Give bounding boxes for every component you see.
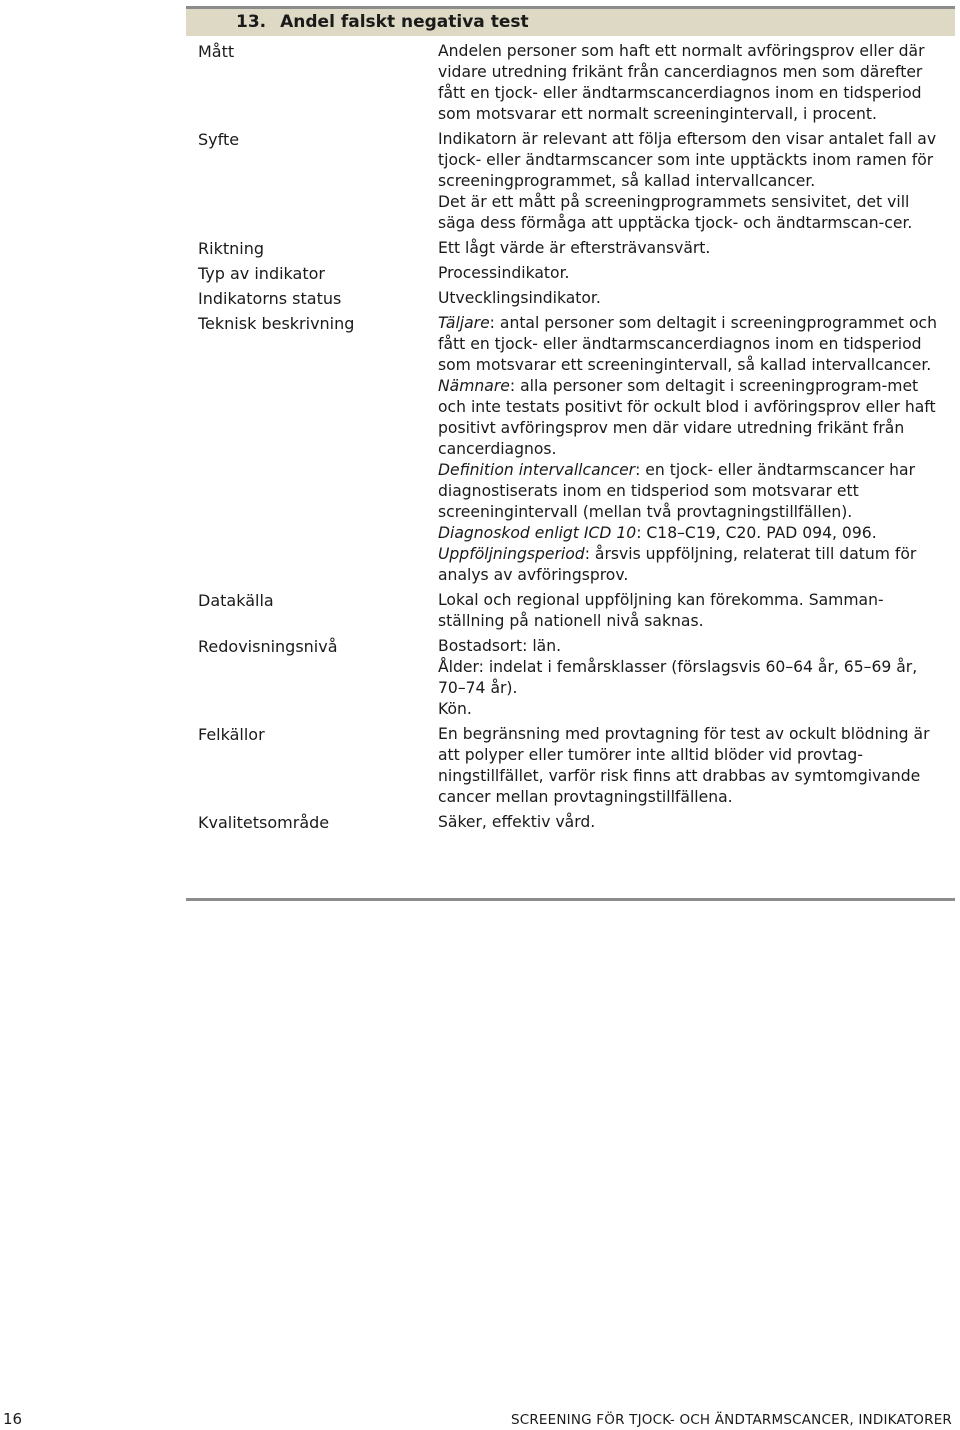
row-matt xyxy=(186,41,955,125)
row-syfte xyxy=(186,129,955,234)
value-paragraph: Täljare: antal personer som deltagit i screeningprogrammet och fått en tjock- eller ändtarmscancerdiagnos inom en tidsperiod som motsvarar ett screeningintervall, så kallad intervallcancer. xyxy=(438,314,937,374)
value-paragraph: Diagnoskod enligt ICD 10: C18–C19, C20. PAD 094, 096. xyxy=(438,524,877,542)
value-paragraph: Kön. xyxy=(438,700,472,718)
row-label: Felkällor xyxy=(198,725,265,744)
section-title xyxy=(236,12,529,32)
value-paragraph: Det är ett mått på screeningprogrammets sensivitet, det vill säga dess förmåga att upptäcka tjock- och ändtarmscan-cer. xyxy=(438,193,913,232)
row-value xyxy=(438,313,945,586)
row-value: Andelen personer som haft ett normalt avföringsprov eller där vidare utredning frikänt från cancerdiagnos men som därefter fått en tjock- eller ändtarmscancerdiagnos inom en tidsperiod som motsvarar ett normalt screeningintervall, i procent. xyxy=(438,42,925,123)
row-label: Riktning xyxy=(198,239,264,258)
table-bottom-rule xyxy=(186,898,955,901)
row-felkallor xyxy=(186,724,955,808)
row-value: Processindikator. xyxy=(438,264,570,282)
value-paragraph: Ålder: indelat i femårsklasser (förslagsvis 60–64 år, 65–69 år, 70–74 år). xyxy=(438,658,918,697)
row-redovisning xyxy=(186,636,955,720)
value-paragraph: Indikatorn är relevant att följa eftersom den visar antalet fall av tjock- eller ändtarmscancer som inte upptäckts inom ramen för screeningprogrammet, så kallad intervallcancer. xyxy=(438,130,937,190)
row-label: Mått xyxy=(198,42,235,61)
section-number: 13. xyxy=(236,12,267,32)
row-label: Datakälla xyxy=(198,591,274,610)
row-teknisk xyxy=(186,313,955,586)
row-value: Utvecklingsindikator. xyxy=(438,289,601,307)
indicator-table xyxy=(186,36,955,833)
running-footer: SCREENING FÖR TJOCK- OCH ÄNDTARMSCANCER, INDIKATORER xyxy=(510,1412,952,1428)
row-label: Indikatorns status xyxy=(198,289,342,308)
row-value: En begränsning med provtagning för test av ockult blödning är att polyper eller tumörer inte alltid blöder vid provtag-ningstillfället, varför risk finns att drabbas av symtomgivande cancer mellan provtagningstillfällena. xyxy=(438,725,930,806)
row-status xyxy=(186,288,955,309)
row-value: Säker, effektiv vård. xyxy=(438,813,596,831)
row-value: Lokal och regional uppföljning kan förekomma. Samman-ställning på nationell nivå saknas. xyxy=(438,591,884,630)
row-kvalitet xyxy=(186,812,955,833)
value-paragraph: Uppföljningsperiod: årsvis uppföljning, relaterat till datum för analys av avföringsprov. xyxy=(438,545,917,584)
value-paragraph: Bostadsort: län. xyxy=(438,637,562,655)
row-riktning xyxy=(186,238,955,259)
row-label: Typ av indikator xyxy=(198,264,325,283)
row-value: Ett lågt värde är eftersträvansvärt. xyxy=(438,239,711,257)
value-paragraph: Definition intervallcancer: en tjock- eller ändtarmscancer har diagnostiserats inom en tidsperiod som motsvarar ett screeningintervall (mellan två provtagningstillfällen). xyxy=(438,461,915,521)
row-value xyxy=(438,636,945,720)
row-value xyxy=(438,129,945,234)
section-title-text: Andel falskt negativa test xyxy=(280,12,529,32)
row-typ xyxy=(186,263,955,284)
page-number: 16 xyxy=(3,1410,23,1428)
value-paragraph: Nämnare: alla personer som deltagit i screeningprogram-met och inte testats positivt för ockult blod i avföringsprov eller haft positivt avföringsprov men där vidare utredning frikänt från cancerdiagnos. xyxy=(438,377,936,458)
row-label: Teknisk beskrivning xyxy=(198,314,355,333)
row-label: Redovisningsnivå xyxy=(198,637,338,656)
row-datakalla xyxy=(186,590,955,632)
row-label: Kvalitetsområde xyxy=(198,813,330,832)
row-label: Syfte xyxy=(198,130,240,149)
